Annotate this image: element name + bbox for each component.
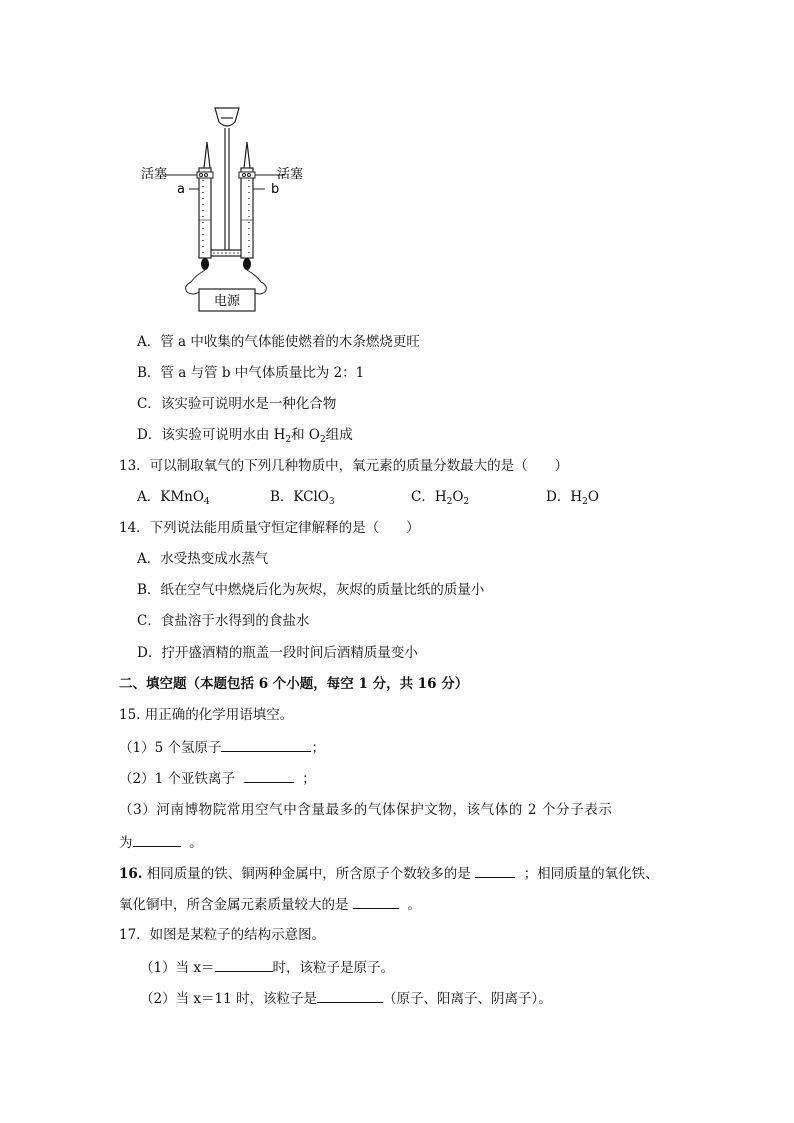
q14-option-c: C．食盐溶于水得到的食盐水	[137, 613, 310, 629]
answer-blank[interactable]	[317, 988, 383, 1003]
q12-option-d	[137, 426, 353, 449]
q12-option-c: C．该实验可说明水是一种化合物	[137, 396, 337, 412]
tube-b	[241, 142, 253, 258]
valve-left-label: 活塞	[141, 167, 168, 182]
q15-stem: 15. 用正确的化学用语填空。	[119, 707, 294, 723]
q13-option-c: C．$H_2O_2$	[411, 489, 470, 507]
q14-stem: 14．下列说法能用质量守恒定律解释的是（ ）	[119, 520, 420, 536]
q12-d-sub-1: 2	[285, 435, 292, 445]
q13-option-d: D．$H_2O$	[546, 489, 599, 507]
valve-right-label: 活塞	[277, 167, 304, 182]
q15-part-2: （2）1 个亚铁离子 ；	[119, 768, 316, 788]
q12-option-a: A．管 a 中收集的气体能使燃着的木条燃烧更旺	[137, 334, 420, 350]
q12-option-b: B．管 a 与管 b 中气体质量比为 2：1	[137, 365, 365, 381]
reservoir-funnel	[215, 108, 239, 250]
tube-b-label: b	[271, 182, 280, 197]
power-label: 电源	[213, 294, 241, 309]
q15-part-3-cont: 为 。	[119, 832, 203, 852]
q14-option-a: A．水受热变成水蒸气	[137, 551, 269, 567]
q16-line-1: 16. 相同质量的铁、铜两种金属中，所含原子个数较多的是 ；相同质量的氧化铁、	[119, 863, 659, 883]
answer-blank[interactable]	[215, 957, 273, 972]
answer-blank[interactable]	[244, 768, 294, 783]
q12-d-text-2: 和 O	[291, 427, 320, 443]
q13-option-b: B．KClO$_3$	[270, 489, 335, 507]
connecting-tube	[211, 250, 241, 256]
answer-blank[interactable]	[475, 863, 515, 878]
q17-part-1: （1）当 x＝ 时，该粒子是原子。	[140, 957, 394, 977]
electrodes	[201, 258, 251, 270]
q12-d-sub-2: 2	[319, 435, 326, 445]
q16-line-2: 氧化铜中，所含金属元素质量较大的是 。	[119, 894, 421, 914]
q13-stem: 13．可以制取氧气的下列几种物质中，氧元素的质量分数最大的是（ ）	[119, 458, 569, 474]
q15-part-1: （1）5 个氢原子 ；	[119, 737, 325, 757]
electrolysis-apparatus-figure	[135, 100, 325, 315]
q14-option-b: B．纸在空气中燃烧后化为灰烬，灰烬的质量比纸的质量小	[137, 582, 485, 598]
answer-blank[interactable]	[353, 894, 399, 909]
q15-part-3: （3）河南博物院常用空气中含量最多的气体保护文物，该气体的 2 个分子表示	[119, 802, 613, 818]
q17-part-2: （2）当 x＝11 时，该粒子是 （原子、阳离子、阴离子）。	[140, 988, 552, 1008]
q12-d-text-1: D．该实验可说明水由 H	[137, 427, 286, 443]
section-heading: 二、填空题（本题包括 6 个小题，每空 1 分，共 16 分）	[119, 676, 469, 692]
q12-d-text-3: 组成	[325, 427, 353, 443]
q13-option-a: A．KMnO$_4$	[137, 489, 210, 507]
answer-blank[interactable]	[133, 832, 181, 847]
answer-blank[interactable]	[221, 737, 311, 752]
q14-option-d: D．拧开盛酒精的瓶盖一段时间后酒精质量变小	[137, 645, 418, 661]
tube-a	[199, 142, 211, 258]
tube-a-label: a	[177, 182, 185, 197]
valve-left	[165, 172, 213, 178]
q17-stem: 17．如图是某粒子的结构示意图。	[119, 927, 326, 943]
